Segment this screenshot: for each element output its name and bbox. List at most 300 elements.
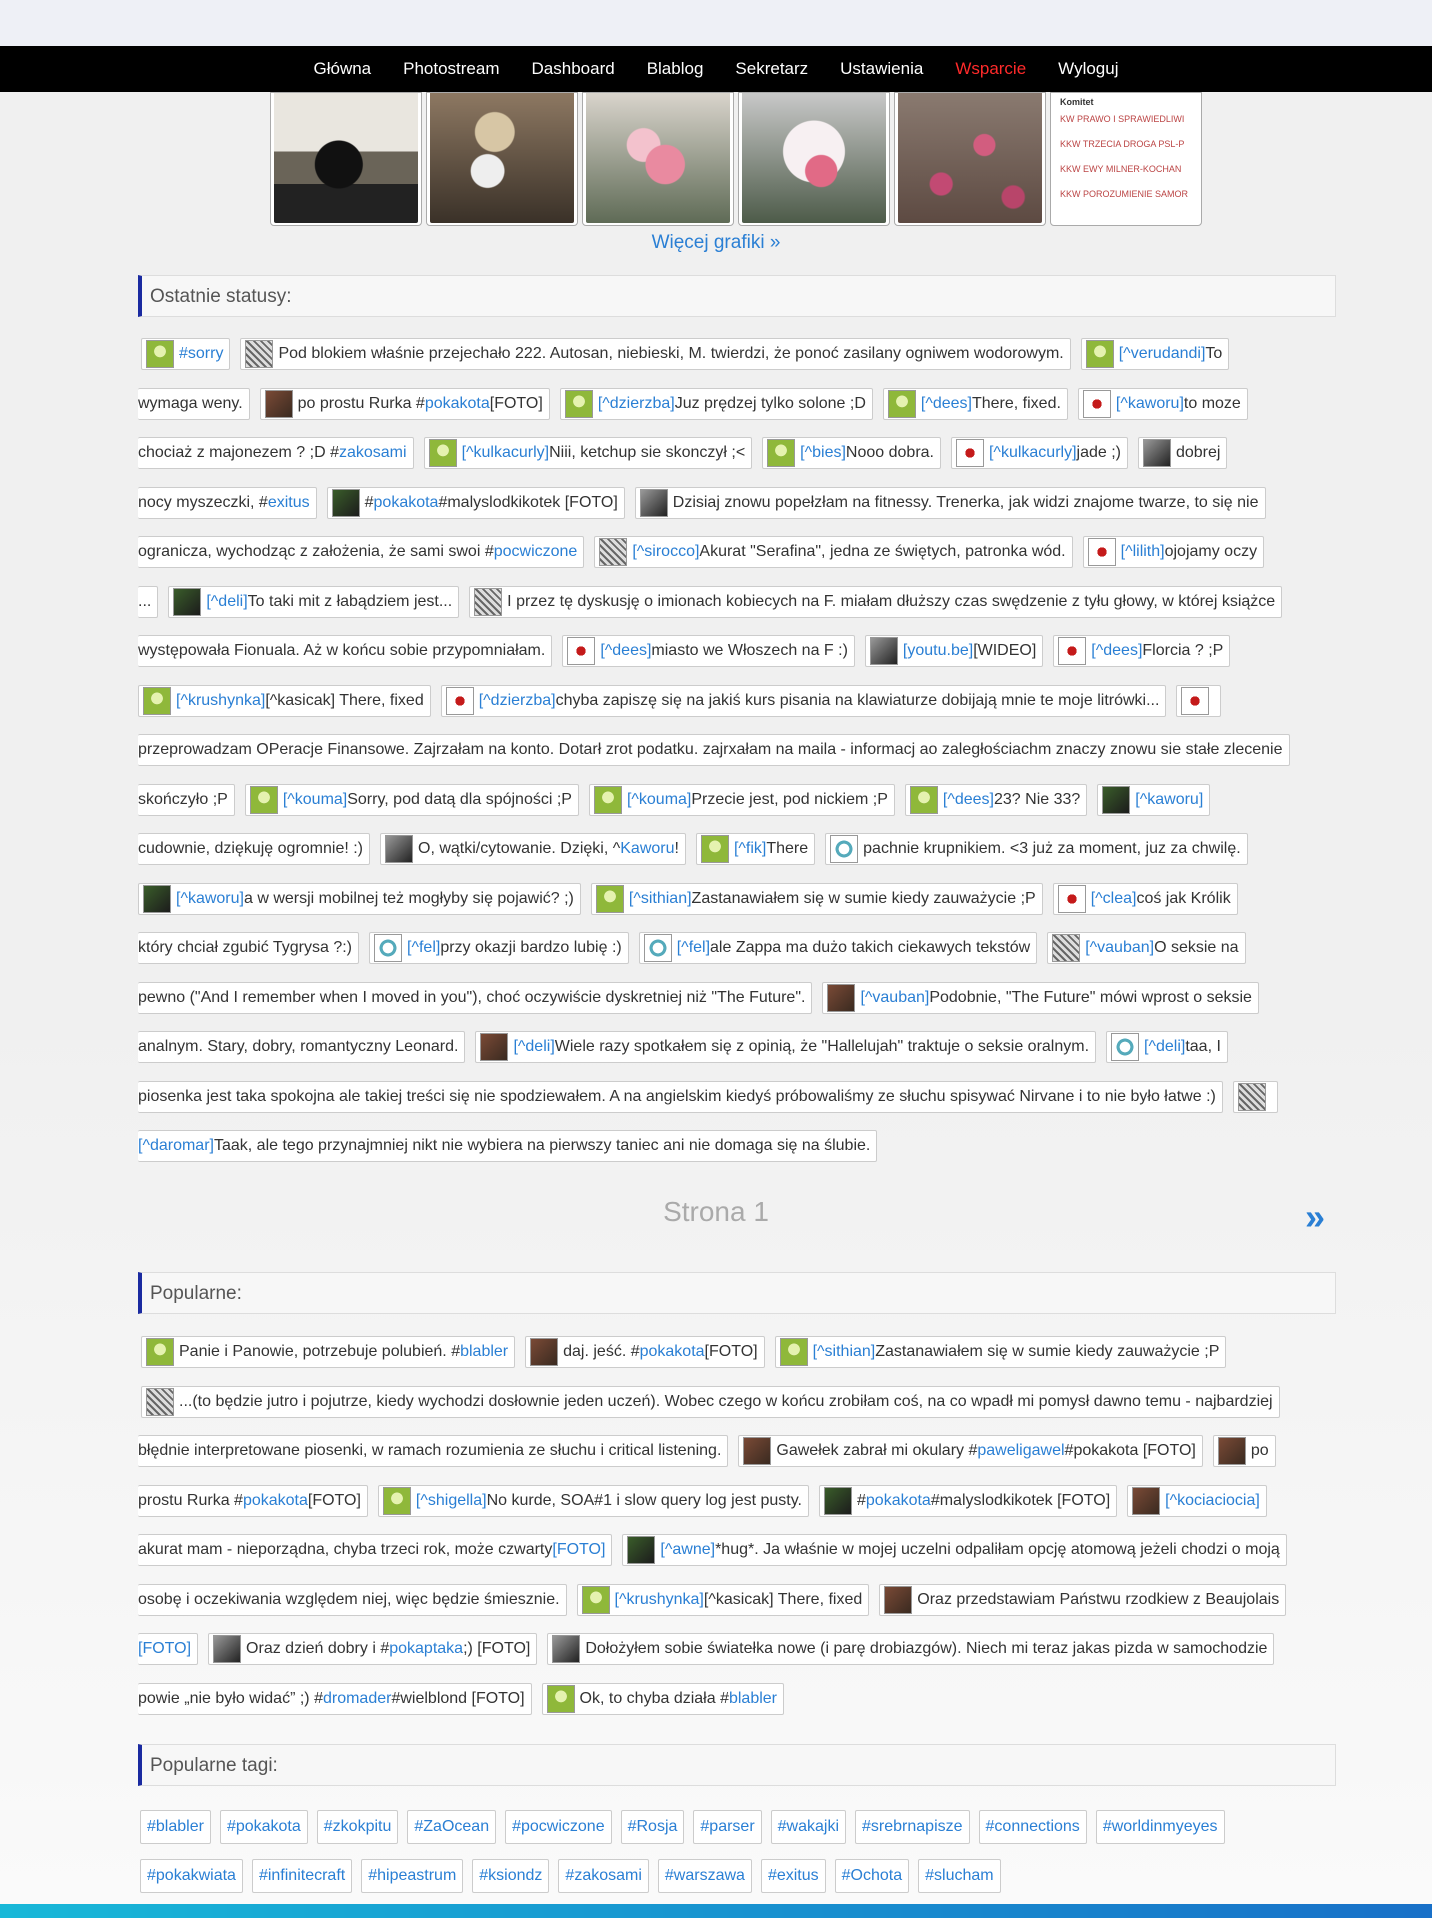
status-item[interactable] xyxy=(1233,1081,1278,1113)
status-item[interactable] xyxy=(1106,1031,1228,1063)
tag-link[interactable]: #wakajki xyxy=(771,1810,846,1844)
status-item[interactable] xyxy=(141,338,230,370)
gallery-thumb[interactable] xyxy=(894,92,1046,226)
status-text: [FOTO] xyxy=(704,1343,758,1360)
status-item[interactable] xyxy=(822,982,1259,1014)
avatar[interactable] xyxy=(780,1338,808,1366)
status-item[interactable] xyxy=(819,1485,1117,1517)
tag-link[interactable]: #exitus xyxy=(761,1859,826,1893)
status-continuation[interactable] xyxy=(138,833,370,865)
avatar[interactable] xyxy=(627,1536,655,1564)
avatar[interactable] xyxy=(1058,885,1086,913)
status-link[interactable]: [^dzierzba] xyxy=(597,394,675,412)
status-text: ojojamy oczy xyxy=(1164,543,1258,560)
status-link[interactable]: [^vauban] xyxy=(1085,939,1155,956)
gallery-thumb[interactable] xyxy=(1050,92,1202,226)
status-continuation[interactable] xyxy=(138,388,250,420)
status-item[interactable] xyxy=(378,1485,809,1517)
status-link[interactable]: [^dees] xyxy=(600,642,652,659)
status-link[interactable]: [^daromar] xyxy=(138,1137,214,1154)
avatar[interactable] xyxy=(1143,439,1171,467)
status-text: Nooo dobra. xyxy=(845,444,934,461)
status-link[interactable]: [^lilith] xyxy=(1120,543,1165,560)
feed-row xyxy=(138,1534,1287,1566)
avatar[interactable] xyxy=(530,1338,558,1366)
feed-row xyxy=(138,833,1248,865)
nav-link-1[interactable]: Photostream xyxy=(403,59,500,78)
status-link[interactable]: [^bies] xyxy=(800,444,846,461)
avatar[interactable] xyxy=(213,1635,241,1663)
status-item[interactable] xyxy=(775,1336,1227,1368)
status-continuation[interactable] xyxy=(138,932,359,964)
tag-link[interactable]: #Rosja xyxy=(621,1810,685,1844)
feed-row xyxy=(138,1081,1278,1113)
feed-row xyxy=(138,734,1290,766)
tag-link[interactable]: #warszawa xyxy=(658,1859,752,1893)
status-item[interactable] xyxy=(1127,1485,1267,1517)
avatar[interactable] xyxy=(173,588,201,616)
status-link[interactable]: [^kaworu] xyxy=(1135,790,1204,808)
status-continuation[interactable] xyxy=(138,1485,368,1517)
status-item[interactable] xyxy=(1053,883,1238,915)
status-continuation[interactable] xyxy=(138,536,584,568)
status-link[interactable]: [^awne] xyxy=(660,1541,716,1558)
status-text: Pod blokiem właśnie przejechało 222. Autosan, niebieski, M. twierdzi, że ponoć zasilany ogniwem wodorowym. xyxy=(278,345,1064,362)
popular-heading: Popularne: xyxy=(138,1272,1336,1314)
status-text: jade ;) xyxy=(1076,444,1121,461)
document-screenshot xyxy=(1054,93,1198,223)
status-text: przeprowadzam OPeracje Finansowe. Zajrzałam na konto. Dotarł zrot podatku. zajrxałam na maila - informacj ao zaległościachm znaczy znowu sie stałe zlecenie xyxy=(138,741,1283,758)
status-text: Gawełek zabrał mi okulary # xyxy=(776,1442,978,1459)
status-item[interactable] xyxy=(696,833,815,865)
tag-link[interactable]: #pokakwiata xyxy=(140,1859,243,1893)
status-link[interactable]: [^kaworu] xyxy=(176,889,244,907)
status-text: #pokakota [FOTO] xyxy=(1064,1442,1196,1459)
status-continuation[interactable] xyxy=(138,1683,532,1715)
feed-row xyxy=(138,1584,1286,1616)
status-continuation[interactable] xyxy=(138,1081,1223,1113)
status-text: #wielblond [FOTO] xyxy=(391,1689,525,1707)
status-text: który chciał zgubić Tygrysa ?:) xyxy=(138,939,353,956)
avatar[interactable] xyxy=(1132,1487,1160,1515)
tag-link[interactable]: #blabler xyxy=(140,1810,211,1844)
tag-link[interactable]: #ZaOcean xyxy=(407,1810,496,1844)
status-item[interactable] xyxy=(469,586,1282,618)
status-link[interactable]: [^fel] xyxy=(407,939,441,956)
status-link[interactable]: [^kaworu] xyxy=(1115,394,1184,412)
avatar[interactable] xyxy=(265,390,293,418)
status-continuation[interactable] xyxy=(138,1130,877,1162)
status-link[interactable]: [^shigella] xyxy=(415,1491,487,1509)
status-link[interactable]: [^kouma] xyxy=(626,790,692,808)
status-item[interactable] xyxy=(475,1031,1096,1063)
avatar[interactable] xyxy=(884,1586,912,1614)
tag-link[interactable]: #parser xyxy=(693,1810,761,1844)
status-text: osobę i oczekiwania względem niej, więc będzie śmiesznie. xyxy=(138,1590,560,1608)
status-item[interactable] xyxy=(138,883,581,915)
avatar[interactable] xyxy=(374,934,402,962)
status-link[interactable]: [^deli] xyxy=(513,1038,555,1055)
tag-link[interactable]: #pocwiczone xyxy=(505,1810,612,1844)
status-item[interactable] xyxy=(905,784,1087,816)
feed-row xyxy=(138,635,1230,667)
blossom-photo xyxy=(898,93,1042,223)
status-link[interactable]: Kaworu xyxy=(620,840,675,857)
popular-feed xyxy=(138,1336,1336,1726)
status-continuation[interactable] xyxy=(138,982,812,1014)
status-link[interactable]: pocwiczone xyxy=(493,543,578,560)
status-text: skończyło ;P xyxy=(138,790,228,808)
next-page-button[interactable]: » xyxy=(1305,1196,1326,1237)
status-text: a w wersji mobilnej też mogłyby się pojawić? ;) xyxy=(243,889,574,907)
status-item[interactable] xyxy=(951,437,1128,469)
status-continuation[interactable] xyxy=(138,734,1290,766)
tag-link[interactable]: #ksiondz xyxy=(472,1859,549,1893)
status-link[interactable]: [^fik] xyxy=(733,840,767,857)
avatar[interactable] xyxy=(480,1033,508,1061)
status-link[interactable]: zakosami xyxy=(338,444,407,461)
status-link[interactable]: [^clea] xyxy=(1090,889,1137,907)
status-item[interactable] xyxy=(1053,635,1230,667)
status-continuation[interactable] xyxy=(138,635,552,667)
avatar[interactable] xyxy=(565,390,593,418)
status-text: pewno ("And I remember when I moved in you"), choć oczywiście dyskretniej niż "The Future". xyxy=(138,988,806,1006)
status-continuation[interactable] xyxy=(138,1633,198,1665)
status-link[interactable]: blabler xyxy=(460,1343,509,1360)
status-item[interactable] xyxy=(635,487,1266,519)
avatar[interactable] xyxy=(640,489,668,517)
feed-row xyxy=(138,1031,1228,1063)
status-link[interactable]: paweligawel xyxy=(977,1442,1065,1459)
status-item[interactable] xyxy=(883,388,1068,420)
status-link[interactable]: [^krushynka] xyxy=(176,691,266,709)
tag-link[interactable]: #zakosami xyxy=(558,1859,648,1893)
status-text: I przez tę dyskusję o imionach kobiecych na F. miałam dłuższy czas swędzenie z tyłu głowy, w której książce xyxy=(507,592,1276,610)
status-text: Florcia ? ;P xyxy=(1142,642,1224,659)
status-text: ! xyxy=(674,840,679,857)
doc-line: KKW EWY MILNER-KOCHAN xyxy=(1060,164,1182,174)
feed-row xyxy=(138,388,1248,420)
avatar[interactable] xyxy=(1088,538,1116,566)
avatar[interactable] xyxy=(1111,1033,1139,1061)
status-item[interactable] xyxy=(260,388,550,420)
avatar[interactable] xyxy=(146,1338,174,1366)
status-item[interactable] xyxy=(879,1584,1286,1616)
avatar[interactable] xyxy=(594,786,622,814)
avatar[interactable] xyxy=(743,1437,771,1465)
avatar[interactable] xyxy=(870,637,898,665)
avatar[interactable] xyxy=(547,1685,575,1713)
avatar[interactable] xyxy=(596,885,624,913)
status-item[interactable] xyxy=(865,635,1043,667)
status-link[interactable]: [FOTO] xyxy=(552,1541,606,1558)
status-text: ... xyxy=(138,592,152,610)
avatar[interactable] xyxy=(599,538,627,566)
avatar[interactable] xyxy=(827,984,855,1012)
tag-link[interactable]: #zkokpitu xyxy=(317,1810,399,1844)
status-text: ogranicza, wychodząc z założenia, że sami swoi # xyxy=(138,543,494,560)
nav-link-2[interactable]: Dashboard xyxy=(531,59,615,78)
status-item[interactable] xyxy=(594,536,1072,568)
popular-tags-heading: Popularne tagi: xyxy=(138,1744,1336,1786)
feed-row xyxy=(138,932,1246,964)
gallery-thumb[interactable] xyxy=(426,92,578,226)
status-link[interactable]: dromader xyxy=(322,1689,392,1707)
avatar[interactable] xyxy=(446,687,474,715)
status-text: O seksie na xyxy=(1154,939,1239,956)
gallery-thumb[interactable] xyxy=(738,92,890,226)
status-item[interactable] xyxy=(1097,784,1210,816)
status-link[interactable]: exitus xyxy=(267,493,310,511)
status-item[interactable] xyxy=(327,487,625,519)
recent-statuses-heading: Ostatnie statusy: xyxy=(138,275,1336,317)
status-text: #malyslodkikotek [FOTO] xyxy=(930,1491,1111,1509)
status-item[interactable] xyxy=(1047,932,1245,964)
status-link[interactable]: [^dees] xyxy=(1091,642,1143,659)
feed-row xyxy=(141,1336,1226,1368)
status-link[interactable]: pokakota xyxy=(242,1491,308,1509)
tag-link[interactable]: #pokakota xyxy=(220,1810,308,1844)
nav-link-5[interactable]: Ustawienia xyxy=(840,59,924,78)
avatar[interactable] xyxy=(910,786,938,814)
status-item[interactable] xyxy=(639,932,1037,964)
avatar[interactable] xyxy=(429,439,457,467)
avatar[interactable] xyxy=(582,1586,610,1614)
status-item[interactable] xyxy=(380,833,686,865)
status-continuation[interactable] xyxy=(138,586,158,618)
avatar[interactable] xyxy=(644,934,672,962)
status-item[interactable] xyxy=(825,833,1248,865)
status-item[interactable] xyxy=(240,338,1070,370)
more-graphics-link[interactable]: Więcej grafiki » xyxy=(651,232,781,253)
status-text: Sorry, pod datą dla spójności ;P xyxy=(347,790,572,808)
avatar[interactable] xyxy=(1083,390,1111,418)
status-text: *hug*. Ja właśnie w mojej uczelni odpaliłam opcję atomową jeżeli chodzi o moją xyxy=(715,1541,1280,1558)
status-item[interactable] xyxy=(208,1633,537,1665)
status-text: to moze xyxy=(1183,394,1241,412)
status-link[interactable]: [^fel] xyxy=(676,939,711,956)
avatar[interactable] xyxy=(767,439,795,467)
status-text: 23? Nie 33? xyxy=(994,790,1081,808)
gallery-thumb[interactable] xyxy=(582,92,734,226)
status-link[interactable]: [youtu.be] xyxy=(902,642,974,659)
status-text: miasto we Włoszech na F :) xyxy=(651,642,848,659)
status-item[interactable] xyxy=(762,437,941,469)
status-link[interactable]: [^deli] xyxy=(1144,1038,1186,1055)
status-item[interactable] xyxy=(562,635,855,667)
status-text: # xyxy=(364,493,374,511)
avatar[interactable] xyxy=(1058,637,1086,665)
status-text: błędnie interpretowane piosenki, w ramach rozumienia ze słuchu i critical listening. xyxy=(138,1442,722,1459)
avatar[interactable] xyxy=(701,835,729,863)
avatar[interactable] xyxy=(552,1635,580,1663)
main-nav xyxy=(0,46,1432,92)
status-link[interactable]: [^kulkacurly] xyxy=(988,444,1077,461)
nav-link-7[interactable]: Wyloguj xyxy=(1058,59,1119,78)
status-item[interactable] xyxy=(1083,536,1264,568)
status-link[interactable]: blabler xyxy=(728,1689,777,1707)
status-text: Dołożyłem sobie światełka nowe (i parę drobiazgów). Niech mi teraz jakas pizda w samochodzie xyxy=(585,1640,1268,1657)
feed-row xyxy=(141,338,1229,370)
status-link[interactable]: [FOTO] xyxy=(138,1640,192,1657)
status-link[interactable]: [^kouma] xyxy=(282,790,348,808)
status-text: #malyslodkikotek [FOTO] xyxy=(438,493,618,511)
nav-link-0[interactable]: Główna xyxy=(313,59,372,78)
status-text: Juz prędzej tylko solone ;D xyxy=(674,394,866,412)
tag-link[interactable]: #hipeastrum xyxy=(361,1859,463,1893)
avatar[interactable] xyxy=(1238,1083,1266,1111)
avatar[interactable] xyxy=(1086,340,1114,368)
avatar[interactable] xyxy=(146,340,174,368)
status-text: Ok, to chyba działa # xyxy=(579,1689,729,1707)
avatar[interactable] xyxy=(250,786,278,814)
status-text: Podobnie, "The Future" mówi wprost o seksie xyxy=(929,988,1252,1006)
avatar[interactable] xyxy=(1218,1437,1246,1465)
gallery-thumb[interactable] xyxy=(270,92,422,226)
status-continuation[interactable] xyxy=(138,1534,612,1566)
status-link[interactable]: [^krushynka] xyxy=(614,1590,704,1608)
status-link[interactable]: [^dzierzba] xyxy=(478,691,556,709)
status-item[interactable] xyxy=(1213,1435,1276,1467)
status-item[interactable] xyxy=(1078,388,1248,420)
status-item[interactable] xyxy=(589,784,895,816)
avatar[interactable] xyxy=(143,687,171,715)
feed-row xyxy=(138,1485,1267,1517)
doc-line: KW PRAWO I SPRAWIEDLIWI xyxy=(1060,114,1185,124)
status-item[interactable] xyxy=(577,1584,870,1616)
status-link[interactable]: [^deli] xyxy=(206,592,248,610)
status-item[interactable] xyxy=(591,883,1043,915)
feed-row xyxy=(138,982,1259,1014)
avatar[interactable] xyxy=(1102,786,1130,814)
status-text: występowała Fionuala. Aż w końcu sobie przypomniałam. xyxy=(138,642,546,659)
status-item[interactable] xyxy=(1176,685,1221,717)
popular-tags-row xyxy=(140,1859,1001,1893)
status-text: Oraz dzień dobry i # xyxy=(246,1640,390,1657)
browser-top-strip xyxy=(0,0,1432,46)
status-link[interactable]: [^kulkacurly] xyxy=(461,444,550,461)
status-link[interactable]: [^kociaciocia] xyxy=(1165,1491,1260,1509)
status-item[interactable] xyxy=(141,1336,515,1368)
status-continuation[interactable] xyxy=(138,1031,465,1063)
avatar[interactable] xyxy=(146,1388,174,1416)
status-link[interactable]: [^dees] xyxy=(920,394,972,412)
avatar[interactable] xyxy=(474,588,502,616)
status-item[interactable] xyxy=(525,1336,764,1368)
status-text: To xyxy=(1205,345,1223,362)
tag-link[interactable]: #infinitecraft xyxy=(252,1859,352,1893)
status-item[interactable] xyxy=(622,1534,1286,1566)
nav-link-6[interactable]: Wsparcie xyxy=(955,59,1027,78)
photo-gallery xyxy=(270,92,1202,226)
status-link[interactable]: [^sithian] xyxy=(628,889,692,907)
status-text: pachnie krupnikiem. <3 już za moment, juz za chwilę. xyxy=(863,840,1241,857)
avatar[interactable] xyxy=(385,835,413,863)
avatar[interactable] xyxy=(383,1487,411,1515)
status-text: taa, I xyxy=(1185,1038,1221,1055)
status-link[interactable]: [^sirocco] xyxy=(632,543,700,560)
status-continuation[interactable] xyxy=(138,1584,567,1616)
status-item[interactable] xyxy=(738,1435,1202,1467)
status-text: prostu Rurka # xyxy=(138,1491,243,1509)
page-indicator: Strona 1 xyxy=(663,1196,769,1227)
status-item[interactable] xyxy=(141,1386,1280,1418)
tag-link[interactable]: #srebrnapisze xyxy=(855,1810,970,1844)
status-item[interactable] xyxy=(1081,338,1230,370)
status-text: Zastanawiałem się w sumie kiedy zauważycie ;P xyxy=(691,889,1036,907)
status-text: daj. jeść. # xyxy=(563,1343,640,1360)
avatar[interactable] xyxy=(1181,687,1209,715)
status-text: ale Zappa ma dużo takich ciekawych tekstów xyxy=(710,939,1031,956)
status-item[interactable] xyxy=(369,932,629,964)
tag-link[interactable]: #slucham xyxy=(918,1859,1000,1893)
avatar[interactable] xyxy=(888,390,916,418)
avatar[interactable] xyxy=(956,439,984,467)
status-text: piosenka jest taka spokojna ale takiej treści się nie spodziewałem. A na angielskim kiedyś próbowaliśmy ze słuchu spisywać Nirvane i to nie było łatwe :) xyxy=(138,1087,1216,1105)
avatar[interactable] xyxy=(1052,934,1080,962)
status-text: po prostu Rurka # xyxy=(297,394,425,412)
status-link[interactable]: #sorry xyxy=(179,345,224,362)
status-text: Zastanawiałem się w sumie kiedy zauważycie ;P xyxy=(875,1343,1220,1360)
status-item[interactable] xyxy=(542,1683,784,1715)
status-link[interactable]: [^sithian] xyxy=(812,1343,876,1360)
flower-photo xyxy=(586,93,730,223)
avatar[interactable] xyxy=(332,489,360,517)
feed-row xyxy=(138,437,1227,469)
avatar[interactable] xyxy=(830,835,858,863)
status-continuation[interactable] xyxy=(138,487,317,519)
status-link[interactable]: pokakota xyxy=(373,493,439,511)
status-link[interactable]: pokakota xyxy=(424,394,490,412)
status-continuation[interactable] xyxy=(138,437,414,469)
status-link[interactable]: [^dees] xyxy=(942,790,994,808)
status-item[interactable] xyxy=(424,437,753,469)
feed-row xyxy=(138,1130,877,1162)
status-continuation[interactable] xyxy=(138,784,235,816)
status-text: powie „nie było widać” ;) # xyxy=(138,1689,323,1707)
status-item[interactable] xyxy=(441,685,1167,717)
status-link[interactable]: pokaptaka xyxy=(389,1640,464,1657)
avatar[interactable] xyxy=(245,340,273,368)
status-text: Akurat "Serafina", jedna ze świętych, patronka wód. xyxy=(699,543,1066,560)
status-item[interactable] xyxy=(138,685,431,717)
doc-header: Komitet xyxy=(1060,97,1094,107)
nav-link-3[interactable]: Blablog xyxy=(646,59,704,78)
avatar[interactable] xyxy=(567,637,595,665)
status-link[interactable]: [^vauban] xyxy=(860,988,930,1006)
avatar[interactable] xyxy=(143,885,171,913)
status-text: chyba zapiszę się na jakiś kurs pisania na klawiaturze dobijają mnie te moje litrówki... xyxy=(555,691,1160,709)
doc-line: KKW TRZECIA DROGA PSL-P xyxy=(1060,139,1185,149)
nav-link-4[interactable]: Sekretarz xyxy=(735,59,809,78)
status-continuation[interactable] xyxy=(138,1435,728,1467)
status-item[interactable] xyxy=(245,784,579,816)
status-link[interactable]: pokakota xyxy=(639,1343,705,1360)
status-item[interactable] xyxy=(547,1633,1274,1665)
avatar[interactable] xyxy=(824,1487,852,1515)
tag-link[interactable]: #worldinmyeyes xyxy=(1096,1810,1225,1844)
status-item[interactable] xyxy=(168,586,459,618)
tag-link[interactable]: #Ochota xyxy=(835,1859,909,1893)
status-link[interactable]: pokakota xyxy=(865,1491,931,1509)
status-link[interactable]: [^verudandi] xyxy=(1118,345,1206,362)
status-item[interactable] xyxy=(1138,437,1227,469)
status-text: nocy myszeczki, # xyxy=(138,493,268,511)
status-item[interactable] xyxy=(560,388,873,420)
tag-link[interactable]: #connections xyxy=(979,1810,1087,1844)
status-text: There, fixed. xyxy=(971,394,1061,412)
status-text: akurat mam - nieporządna, chyba trzeci rok, może czwarty xyxy=(138,1541,553,1558)
